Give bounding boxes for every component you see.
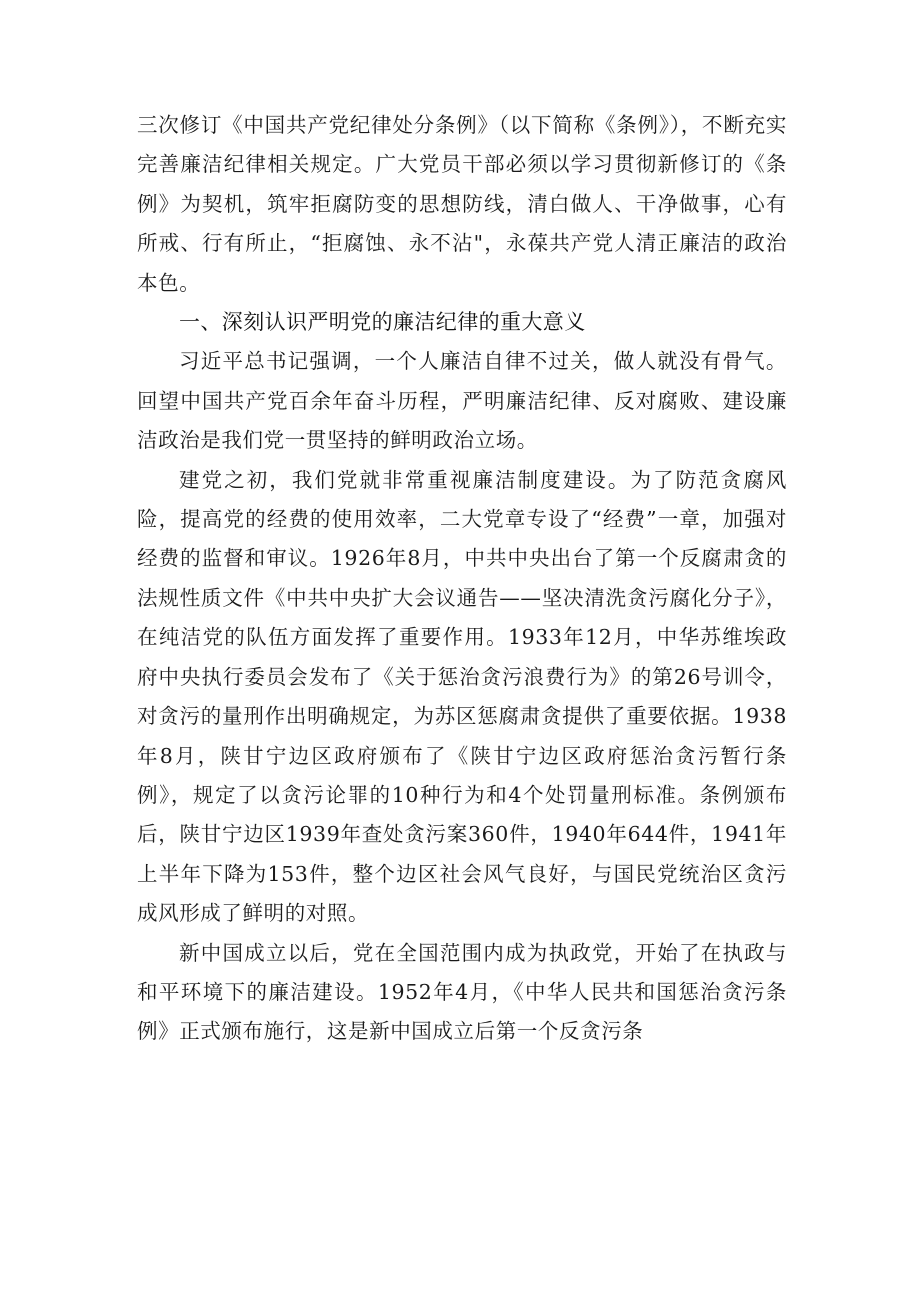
section-heading: 一、深刻认识严明党的廉洁纪律的重大意义 bbox=[179, 310, 586, 335]
body-paragraph-3: 新中国成立以后，党在全国范围内成为执政党，开始了在执政与和平环境下的廉洁建设。1952年4月，《中华人民共和国惩治贪污条例》正式颁布施行，这是新中国成立后第一个反贪污条 bbox=[137, 940, 787, 1044]
intro-paragraph: 三次修订《中国共产党纪律处分条例》（以下简称《条例》），不断充实完善廉洁纪律相关规定。广大党员干部必须以学习贯彻新修订的《条例》为契机，筑牢拒腐防变的思想防线，清白做人、干净做事，心有所戒、行有所止，“拒腐蚀、永不沾"，永葆共产党人清正廉洁的政治本色。 bbox=[137, 113, 787, 295]
body-paragraph-1: 习近平总书记强调，一个人廉洁自律不过关，做人就没有骨气。回望中国共产党百余年奋斗历程，严明廉洁纪律、反对腐败、建设廉洁政治是我们党一贯坚持的鲜明政治立场。 bbox=[137, 349, 787, 453]
body-paragraph-2: 建党之初，我们党就非常重视廉洁制度建设。为了防范贪腐风险，提高党的经费的使用效率，二大党章专设了“经费”一章，加强对经费的监督和审议。1926年8月，中共中央出台了第一个反腐肃贪的法规性质文件《中共中央扩大会议通告——坚决清洗贪污腐化分子》，在纯洁党的队伍方面发挥了重要作用。1933年12月，中华苏维埃政府中央执行委员会发布了《关于惩治贪污浪费行为》的第26号训令，对贪污的量刑作出明确规定，为苏区惩腐肃贪提供了重要依据。1938年8月，陕甘宁边区政府颁布了《陕甘宁边区政府惩治贪污暂行条例》，规定了以贪污论罪的10种行为和4个处罚量刑标准。条例颁布后，陕甘宁边区1939年查处贪污案360件，1940年644件，1941年上半年下降为153件，整个边区社会风气良好，与国民党统治区贪污成风形成了鲜明的对照。 bbox=[137, 467, 787, 926]
document-body bbox=[137, 106, 787, 1052]
